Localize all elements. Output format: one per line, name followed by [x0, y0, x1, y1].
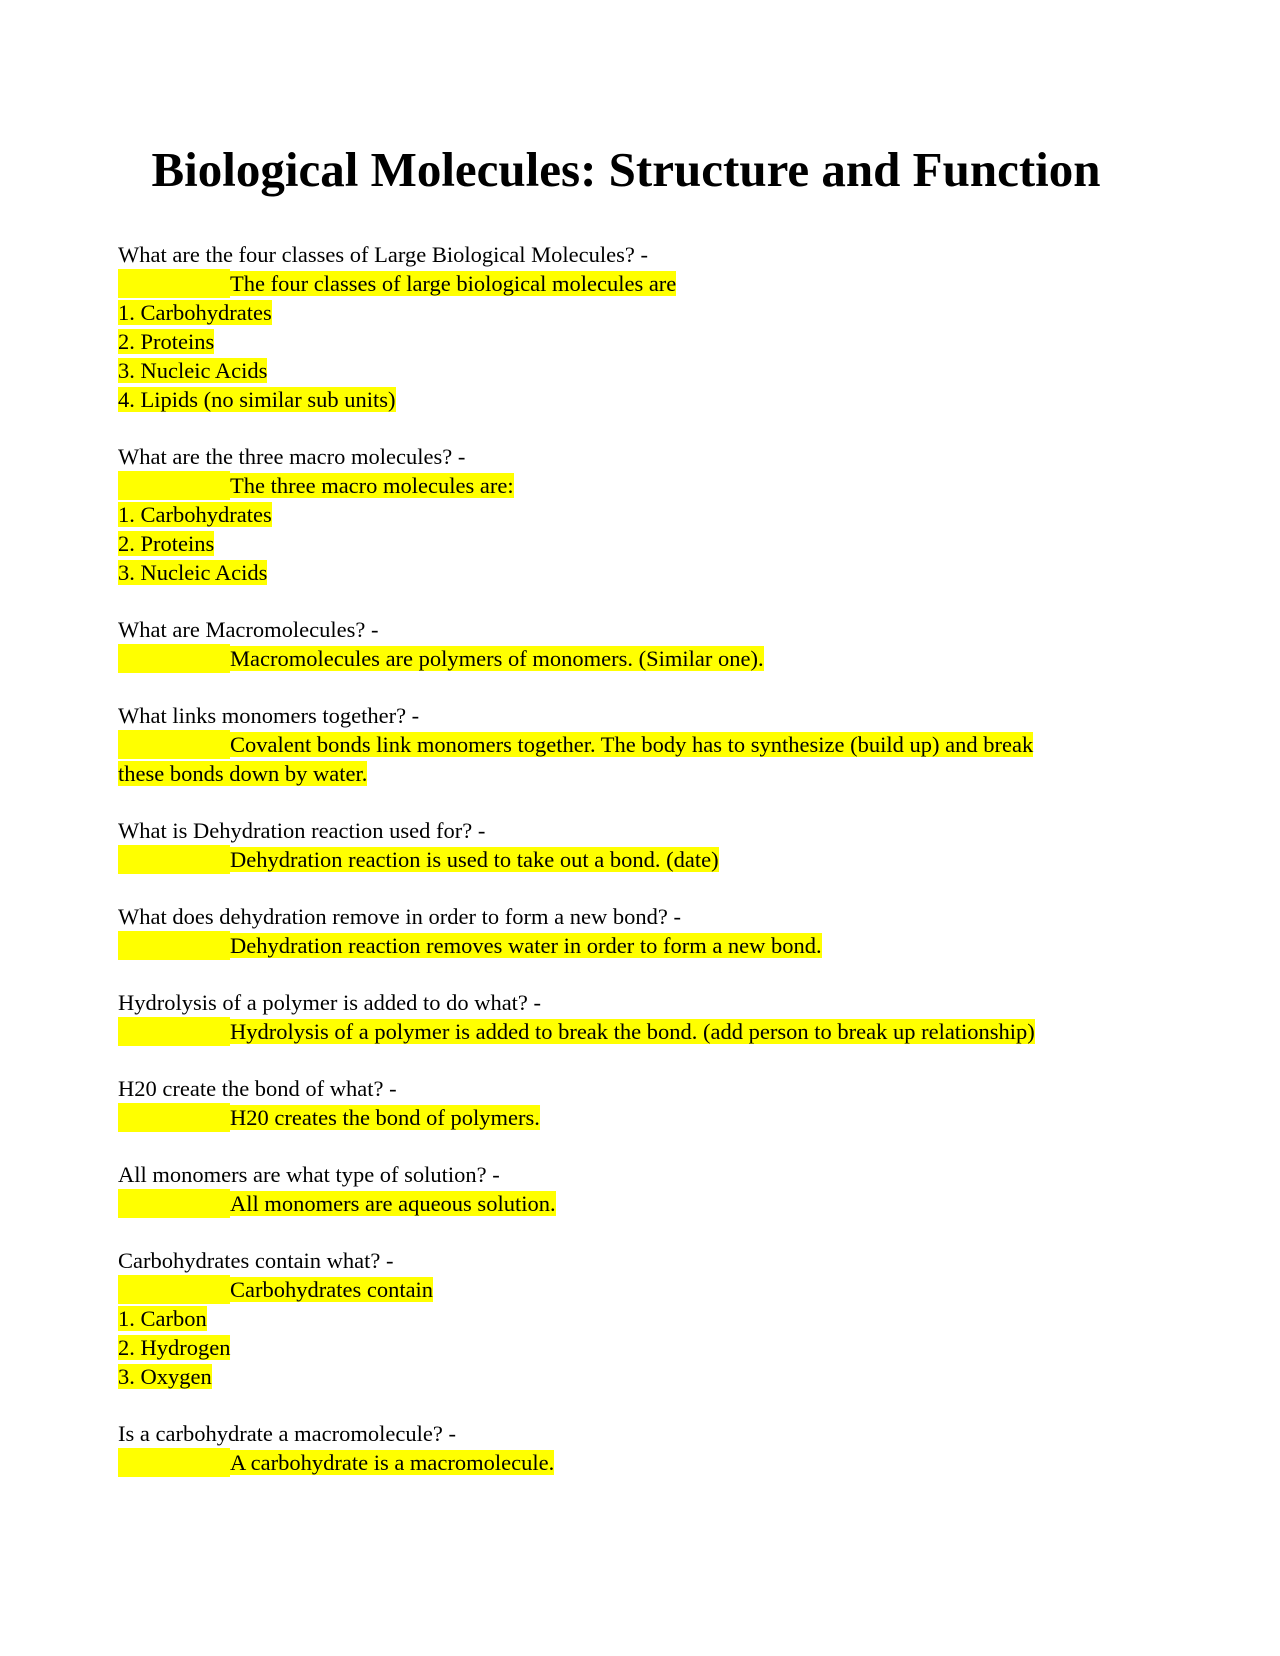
qa-item	[118, 902, 1128, 960]
answer-continuation-line	[118, 759, 1128, 788]
answer-indent	[118, 269, 230, 298]
answer-text: Macromolecules are polymers of monomers. (Similar one).	[230, 646, 764, 671]
answer-list-item	[118, 298, 1128, 327]
answer-continuation-text: these bonds down by water.	[118, 761, 368, 786]
answer-indent	[118, 1275, 230, 1304]
answer-list-item	[118, 1333, 1128, 1362]
answer-text: H20 creates the bond of polymers.	[230, 1105, 540, 1130]
qa-list	[118, 240, 1128, 1477]
answer-block	[118, 845, 1128, 874]
question-text: What are the three macro molecules? -	[118, 444, 466, 469]
question-text: Hydrolysis of a polymer is added to do what? -	[118, 990, 542, 1015]
answer-text: The three macro molecules are:	[230, 473, 514, 498]
answer-indent	[118, 1103, 230, 1132]
question-text: H20 create the bond of what? -	[118, 1076, 397, 1101]
question-text: What are Macromolecules? -	[118, 617, 379, 642]
answer-list-item	[118, 1304, 1128, 1333]
answer-indent	[118, 845, 230, 874]
answer-text: A carbohydrate is a macromolecule.	[230, 1450, 555, 1475]
answer-line	[118, 1275, 1128, 1304]
answer-indent	[118, 644, 230, 673]
answer-list-item-text: 1. Carbon	[118, 1306, 207, 1331]
qa-item	[118, 240, 1128, 414]
answer-block	[118, 1448, 1128, 1477]
answer-list-item-text: 2. Proteins	[118, 329, 215, 354]
answer-line	[118, 269, 1128, 298]
answer-text: Carbohydrates contain	[230, 1277, 434, 1302]
question-text: All monomers are what type of solution? -	[118, 1162, 500, 1187]
answer-line	[118, 730, 1128, 759]
question-text: Carbohydrates contain what? -	[118, 1248, 394, 1273]
answer-block	[118, 644, 1128, 673]
question-text: What are the four classes of Large Biological Molecules? -	[118, 242, 649, 267]
answer-block	[118, 1275, 1128, 1391]
document-title: Biological Molecules: Structure and Function	[151, 142, 1101, 197]
answer-list-item-text: 3. Oxygen	[118, 1364, 212, 1389]
answer-indent	[118, 931, 230, 960]
answer-line	[118, 845, 1128, 874]
answer-list-item-text: 3. Nucleic Acids	[118, 358, 268, 383]
answer-list-item	[118, 529, 1128, 558]
answer-line	[118, 1189, 1128, 1218]
qa-item	[118, 615, 1128, 673]
answer-text: Hydrolysis of a polymer is added to break the bond. (add person to break up relationship)	[230, 1019, 1035, 1044]
answer-indent	[118, 730, 230, 759]
answer-text: Dehydration reaction is used to take out a bond. (date)	[230, 847, 719, 872]
qa-item	[118, 988, 1128, 1046]
answer-indent	[118, 471, 230, 500]
answer-text: All monomers are aqueous solution.	[230, 1191, 556, 1216]
answer-text: The four classes of large biological molecules are	[230, 271, 677, 296]
answer-list-item	[118, 500, 1128, 529]
qa-item	[118, 701, 1128, 788]
answer-line	[118, 1448, 1128, 1477]
answer-list-item-text: 3. Nucleic Acids	[118, 560, 268, 585]
answer-text: Covalent bonds link monomers together. The body has to synthesize (build up) and break	[230, 732, 1034, 757]
answer-list-item-text: 4. Lipids (no similar sub units)	[118, 387, 396, 412]
qa-item	[118, 816, 1128, 874]
answer-line	[118, 1103, 1128, 1132]
question-text: What is Dehydration reaction used for? -	[118, 818, 486, 843]
qa-item	[118, 442, 1128, 587]
answer-list-item	[118, 385, 1128, 414]
answer-indent	[118, 1448, 230, 1477]
answer-block	[118, 931, 1128, 960]
qa-item	[118, 1246, 1128, 1391]
document-page	[118, 140, 1128, 1505]
answer-indent	[118, 1189, 230, 1218]
answer-list-item	[118, 558, 1128, 587]
answer-list-item-text: 2. Hydrogen	[118, 1335, 231, 1360]
answer-block	[118, 269, 1128, 414]
qa-item	[118, 1419, 1128, 1477]
answer-line	[118, 471, 1128, 500]
qa-item	[118, 1160, 1128, 1218]
question-text: What links monomers together? -	[118, 703, 420, 728]
answer-block	[118, 1103, 1128, 1132]
qa-item	[118, 1074, 1128, 1132]
answer-block	[118, 1017, 1128, 1046]
question-text: Is a carbohydrate a macromolecule? -	[118, 1421, 456, 1446]
answer-block	[118, 730, 1128, 788]
answer-list-item	[118, 327, 1128, 356]
question-text: What does dehydration remove in order to form a new bond? -	[118, 904, 681, 929]
answer-line	[118, 1017, 1128, 1046]
answer-block	[118, 471, 1128, 587]
answer-list-item-text: 1. Carbohydrates	[118, 502, 272, 527]
answer-block	[118, 1189, 1128, 1218]
answer-indent	[118, 1017, 230, 1046]
answer-text: Dehydration reaction removes water in order to form a new bond.	[230, 933, 822, 958]
answer-list-item	[118, 1362, 1128, 1391]
answer-list-item-text: 2. Proteins	[118, 531, 215, 556]
answer-line	[118, 931, 1128, 960]
answer-list-item-text: 1. Carbohydrates	[118, 300, 272, 325]
answer-list-item	[118, 356, 1128, 385]
answer-line	[118, 644, 1128, 673]
